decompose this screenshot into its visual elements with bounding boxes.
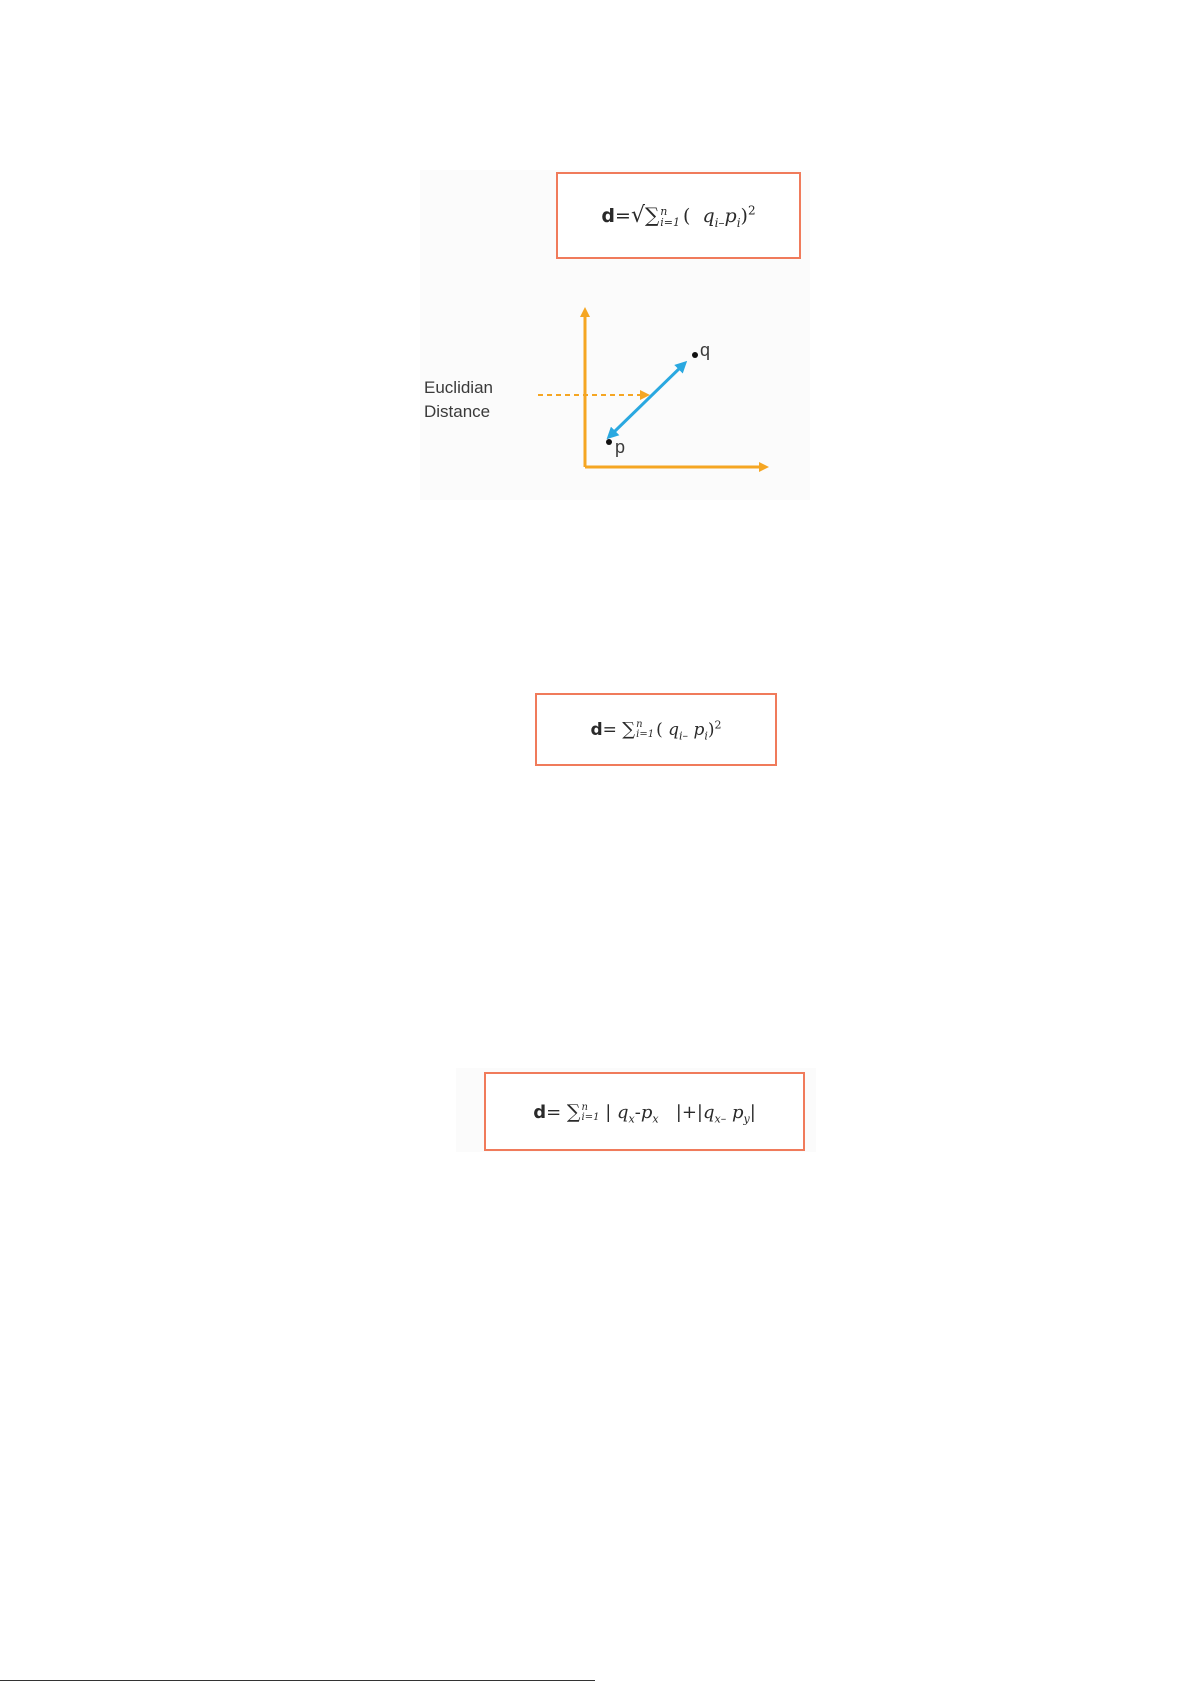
squared-euclidean-formula: d= ∑ n i=1 ( $q_{i-}$ $p_i)^2$: [590, 718, 722, 743]
manhattan-formula: d= ∑ n i=1 | $q_x-p_x$ $|+|q_{x-}$ $p_y|$: [533, 1100, 756, 1126]
point-q-marker: [692, 352, 698, 358]
manhattan-formula-box: [484, 1072, 805, 1151]
euclidean-formula: d=√∑ n i=1 ( $q_{i-}p_i)^2$: [601, 203, 756, 230]
squared-euclidean-formula-box: [535, 693, 777, 766]
point-q-label: q: [700, 340, 711, 360]
footnote-rule: [0, 1680, 595, 1681]
annotation-label: Euclidian Distance: [424, 378, 493, 421]
point-p-label: p: [615, 437, 626, 457]
euclidean-formula-box: [556, 172, 801, 259]
point-p-marker: [606, 439, 612, 445]
distance-arrow: [613, 363, 685, 433]
